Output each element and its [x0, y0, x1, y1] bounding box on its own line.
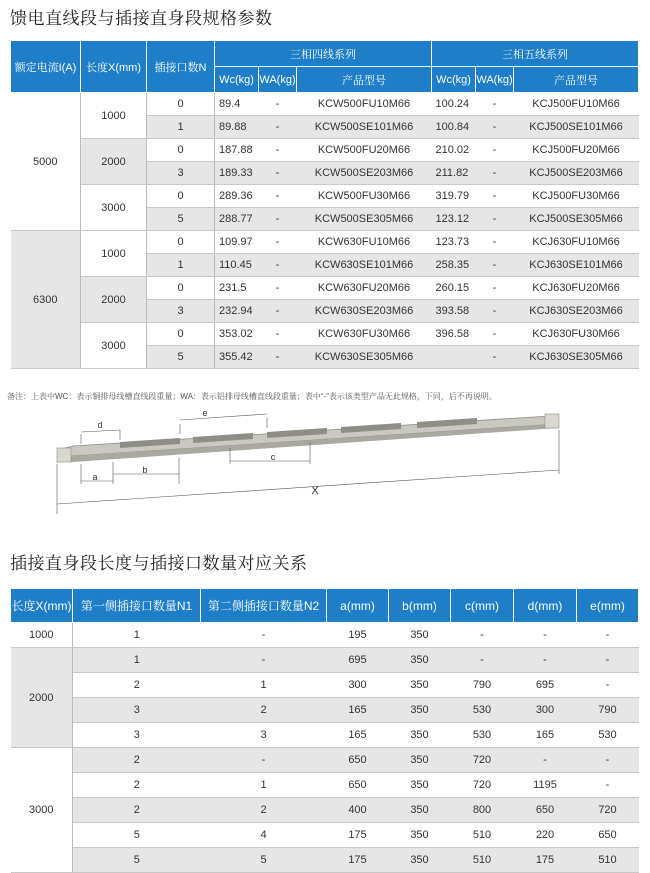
cell-col-4: 350	[389, 723, 451, 748]
table-row	[11, 773, 639, 798]
cell-col-6: -	[514, 748, 577, 773]
cell-col-7: 510	[577, 848, 639, 873]
cell-wc5: 123.12	[432, 208, 476, 231]
cell-ports: 1	[147, 254, 215, 277]
cell-col-7: -	[577, 748, 639, 773]
header-col-4: b(mm)	[389, 589, 451, 623]
cell-wc4: 232.94	[215, 300, 259, 323]
cell-model5: KCJ500SE101M66	[514, 116, 639, 139]
cell-col-1: 5	[73, 848, 201, 873]
cell-model5: KCJ500FU30M66	[514, 185, 639, 208]
cell-model4: KCW630FU20M66	[297, 277, 432, 300]
header-length: 长度X(mm)	[81, 41, 147, 93]
cell-col-3: 650	[327, 748, 389, 773]
cell-col-7: -	[577, 773, 639, 798]
dim-d	[81, 430, 120, 432]
cell-model5: KCJ500SE305M66	[514, 208, 639, 231]
busbar-diagram	[45, 404, 575, 522]
cell-ports: 0	[147, 323, 215, 346]
table-row	[11, 748, 639, 773]
cell-wa4: -	[259, 346, 297, 369]
cell-col-3: 695	[327, 648, 389, 673]
cell-length: 1000	[81, 93, 147, 139]
header-wc5: Wc(kg)	[432, 67, 476, 93]
table-row	[11, 185, 639, 208]
cell-wa5: -	[476, 277, 514, 300]
cell-current: 6300	[11, 231, 81, 369]
header-series4: 三相四线系列	[215, 41, 432, 67]
cell-col-1: 1	[73, 623, 201, 648]
busbar-end-right	[545, 414, 559, 428]
cell-model5: KCJ630FU30M66	[514, 323, 639, 346]
cell-col-5: 800	[451, 798, 514, 823]
cell-wa4: -	[259, 231, 297, 254]
cell-wc5: 123.73	[432, 231, 476, 254]
cell-wc4: 187.88	[215, 139, 259, 162]
cell-length: 3000	[81, 185, 147, 231]
cell-col-5: 510	[451, 823, 514, 848]
cell-col-4: 350	[389, 648, 451, 673]
cell-ports: 3	[147, 162, 215, 185]
cell-wc5: 258.35	[432, 254, 476, 277]
cell-col-4: 350	[389, 848, 451, 873]
cell-col-1: 2	[73, 673, 201, 698]
cell-length: 2000	[11, 648, 73, 748]
cell-wc4: 89.4	[215, 93, 259, 116]
cell-wa5: -	[476, 231, 514, 254]
cell-col-5: 530	[451, 698, 514, 723]
cell-col-4: 350	[389, 698, 451, 723]
cell-col-1: 3	[73, 698, 201, 723]
cell-model5: KCJ500FU20M66	[514, 139, 639, 162]
cell-ports: 1	[147, 116, 215, 139]
table-row	[11, 323, 639, 346]
cell-col-7: 790	[577, 698, 639, 723]
cell-ports: 0	[147, 185, 215, 208]
cell-length: 2000	[81, 139, 147, 185]
cell-model4: KCW630FU30M66	[297, 323, 432, 346]
cell-ports: 0	[147, 93, 215, 116]
cell-wa5: -	[476, 185, 514, 208]
table-row	[11, 139, 639, 162]
cell-wa5: -	[476, 116, 514, 139]
cell-model5: KCJ630SE305M66	[514, 346, 639, 369]
table-note: 备注：上表中WC：表示铜排母线槽直线段重量；WA：表示铝排母线槽直线段重量；表中“-”表示该类型产品无此规格，下同，后不再说明。	[7, 392, 497, 401]
cell-col-2: 4	[201, 823, 327, 848]
cell-ports: 0	[147, 139, 215, 162]
cell-col-4: 350	[389, 623, 451, 648]
cell-col-1: 2	[73, 798, 201, 823]
cell-length: 1000	[11, 623, 73, 648]
cell-wa4: -	[259, 208, 297, 231]
table-row	[11, 673, 639, 698]
cell-wa4: -	[259, 185, 297, 208]
cell-model5: KCJ500SE203M66	[514, 162, 639, 185]
cell-col-3: 300	[327, 673, 389, 698]
busbar-end-left	[57, 448, 71, 462]
cell-model4: KCW500SE305M66	[297, 208, 432, 231]
cell-ports: 3	[147, 300, 215, 323]
cell-col-7: 720	[577, 798, 639, 823]
dim-x	[57, 470, 559, 504]
table-row	[11, 623, 639, 648]
cell-col-4: 350	[389, 748, 451, 773]
cell-col-5: 720	[451, 773, 514, 798]
cell-col-1: 2	[73, 748, 201, 773]
cell-col-3: 175	[327, 823, 389, 848]
cell-wc5: 393.58	[432, 300, 476, 323]
cell-ports: 5	[147, 346, 215, 369]
cell-length: 3000	[81, 323, 147, 369]
section1-title: 馈电直线段与插接直身段规格参数	[10, 9, 273, 29]
cell-col-1: 1	[73, 648, 201, 673]
cell-wc5: 100.24	[432, 93, 476, 116]
cell-wc4: 231.5	[215, 277, 259, 300]
cell-col-1: 3	[73, 723, 201, 748]
cell-col-7: -	[577, 648, 639, 673]
cell-wa5: -	[476, 346, 514, 369]
header-col-2: 第二侧插接口数量N2	[201, 589, 327, 623]
cell-col-6: 300	[514, 698, 577, 723]
feeder-spec-table	[10, 40, 639, 369]
cell-wc4: 355.42	[215, 346, 259, 369]
cell-model4: KCW630FU10M66	[297, 231, 432, 254]
section2-title: 插接直身段长度与插接口数量对应关系	[10, 554, 308, 574]
cell-model4: KCW500SE101M66	[297, 116, 432, 139]
cell-col-1: 5	[73, 823, 201, 848]
table-row	[11, 723, 639, 748]
cell-wc4: 110.45	[215, 254, 259, 277]
cell-col-2: 2	[201, 698, 327, 723]
header-wc4: Wc(kg)	[215, 67, 259, 93]
cell-col-2: -	[201, 748, 327, 773]
header-col-0: 长度X(mm)	[11, 589, 73, 623]
header-wa4: WA(kg)	[259, 67, 297, 93]
dim-b-label: b	[142, 465, 148, 475]
cell-model5: KCJ630SE101M66	[514, 254, 639, 277]
cell-wc5: 260.15	[432, 277, 476, 300]
header-model5: 产品型号	[514, 67, 639, 93]
cell-wa5: -	[476, 162, 514, 185]
cell-ports: 0	[147, 277, 215, 300]
cell-current: 5000	[11, 93, 81, 231]
cell-length: 3000	[11, 748, 73, 873]
cell-model4: KCW630SE203M66	[297, 300, 432, 323]
header-col-3: a(mm)	[327, 589, 389, 623]
cell-col-5: -	[451, 623, 514, 648]
cell-model4: KCW630SE305M66	[297, 346, 432, 369]
cell-ports: 5	[147, 208, 215, 231]
cell-col-7: -	[577, 673, 639, 698]
cell-col-2: 2	[201, 798, 327, 823]
cell-wa4: -	[259, 323, 297, 346]
cell-col-5: 510	[451, 848, 514, 873]
busbar-body	[65, 416, 557, 456]
cell-col-5: 530	[451, 723, 514, 748]
cell-wa5: -	[476, 323, 514, 346]
cell-model4: KCW500FU30M66	[297, 185, 432, 208]
cell-col-3: 165	[327, 723, 389, 748]
cell-model5: KCJ630FU10M66	[514, 231, 639, 254]
cell-col-4: 350	[389, 798, 451, 823]
dim-e-label: e	[202, 408, 208, 418]
cell-wa5: -	[476, 208, 514, 231]
cell-wc4: 109.97	[215, 231, 259, 254]
cell-col-5: -	[451, 648, 514, 673]
cell-wa4: -	[259, 116, 297, 139]
cell-col-5: 720	[451, 748, 514, 773]
cell-wc5: 319.79	[432, 185, 476, 208]
header-col-1: 第一侧插接口数量N1	[73, 589, 201, 623]
dim-a-label: a	[92, 472, 98, 482]
table-row	[11, 698, 639, 723]
cell-col-6: 220	[514, 823, 577, 848]
cell-col-7: 530	[577, 723, 639, 748]
dim-d-label: d	[97, 420, 103, 430]
cell-col-3: 175	[327, 848, 389, 873]
table-row	[11, 798, 639, 823]
cell-model4: KCW500FU20M66	[297, 139, 432, 162]
cell-wa4: -	[259, 254, 297, 277]
header-col-5: c(mm)	[451, 589, 514, 623]
cell-col-2: 1	[201, 773, 327, 798]
dim-e	[180, 414, 267, 420]
cell-model4: KCW500SE203M66	[297, 162, 432, 185]
cell-ports: 0	[147, 231, 215, 254]
header-wa5: WA(kg)	[476, 67, 514, 93]
cell-wa5: -	[476, 139, 514, 162]
cell-col-3: 400	[327, 798, 389, 823]
cell-wc4: 89.88	[215, 116, 259, 139]
cell-col-4: 350	[389, 823, 451, 848]
cell-wc5	[432, 346, 476, 369]
cell-model5: KCJ630FU20M66	[514, 277, 639, 300]
cell-wc5: 100.84	[432, 116, 476, 139]
cell-wa4: -	[259, 93, 297, 116]
table-row	[11, 823, 639, 848]
cell-col-2: -	[201, 648, 327, 673]
cell-col-5: 790	[451, 673, 514, 698]
cell-model4: KCW500FU10M66	[297, 93, 432, 116]
cell-wc4: 353.02	[215, 323, 259, 346]
header-col-7: e(mm)	[577, 589, 639, 623]
header-model4: 产品型号	[297, 67, 432, 93]
cell-col-4: 350	[389, 673, 451, 698]
cell-col-7: 650	[577, 823, 639, 848]
cell-length: 2000	[81, 277, 147, 323]
cell-col-3: 165	[327, 698, 389, 723]
cell-col-6: -	[514, 648, 577, 673]
cell-wc4: 189.33	[215, 162, 259, 185]
table-row	[11, 848, 639, 873]
cell-wc5: 211.82	[432, 162, 476, 185]
cell-col-3: 650	[327, 773, 389, 798]
cell-wa5: -	[476, 93, 514, 116]
cell-model5: KCJ500FU10M66	[514, 93, 639, 116]
header-series5: 三相五线系列	[432, 41, 639, 67]
cell-wa4: -	[259, 300, 297, 323]
plug-count-table	[10, 588, 639, 873]
table-row	[11, 93, 639, 116]
cell-col-6: 695	[514, 673, 577, 698]
cell-col-6: -	[514, 623, 577, 648]
cell-model4: KCW630SE101M66	[297, 254, 432, 277]
cell-wc5: 396.58	[432, 323, 476, 346]
cell-col-2: 3	[201, 723, 327, 748]
header-ports: 插接口数N	[147, 41, 215, 93]
cell-col-6: 165	[514, 723, 577, 748]
cell-col-7: -	[577, 623, 639, 648]
cell-wc5: 210.02	[432, 139, 476, 162]
cell-col-6: 1195	[514, 773, 577, 798]
cell-wa5: -	[476, 254, 514, 277]
table-row	[11, 277, 639, 300]
cell-wc4: 289.36	[215, 185, 259, 208]
cell-model5: KCJ630SE203M66	[514, 300, 639, 323]
cell-wc4: 288.77	[215, 208, 259, 231]
cell-col-2: 1	[201, 673, 327, 698]
table-row	[11, 231, 639, 254]
cell-col-4: 350	[389, 773, 451, 798]
cell-col-1: 2	[73, 773, 201, 798]
dim-x-label: X	[311, 485, 319, 497]
header-current: 额定电流I(A)	[11, 41, 81, 93]
cell-length: 1000	[81, 231, 147, 277]
cell-col-6: 650	[514, 798, 577, 823]
cell-wa4: -	[259, 277, 297, 300]
cell-wa5: -	[476, 300, 514, 323]
cell-col-3: 195	[327, 623, 389, 648]
cell-col-6: 175	[514, 848, 577, 873]
cell-col-2: -	[201, 623, 327, 648]
header-col-6: d(mm)	[514, 589, 577, 623]
cell-wa4: -	[259, 139, 297, 162]
cell-wa4: -	[259, 162, 297, 185]
dim-c-label: c	[270, 452, 276, 462]
cell-col-2: 5	[201, 848, 327, 873]
table-row	[11, 648, 639, 673]
